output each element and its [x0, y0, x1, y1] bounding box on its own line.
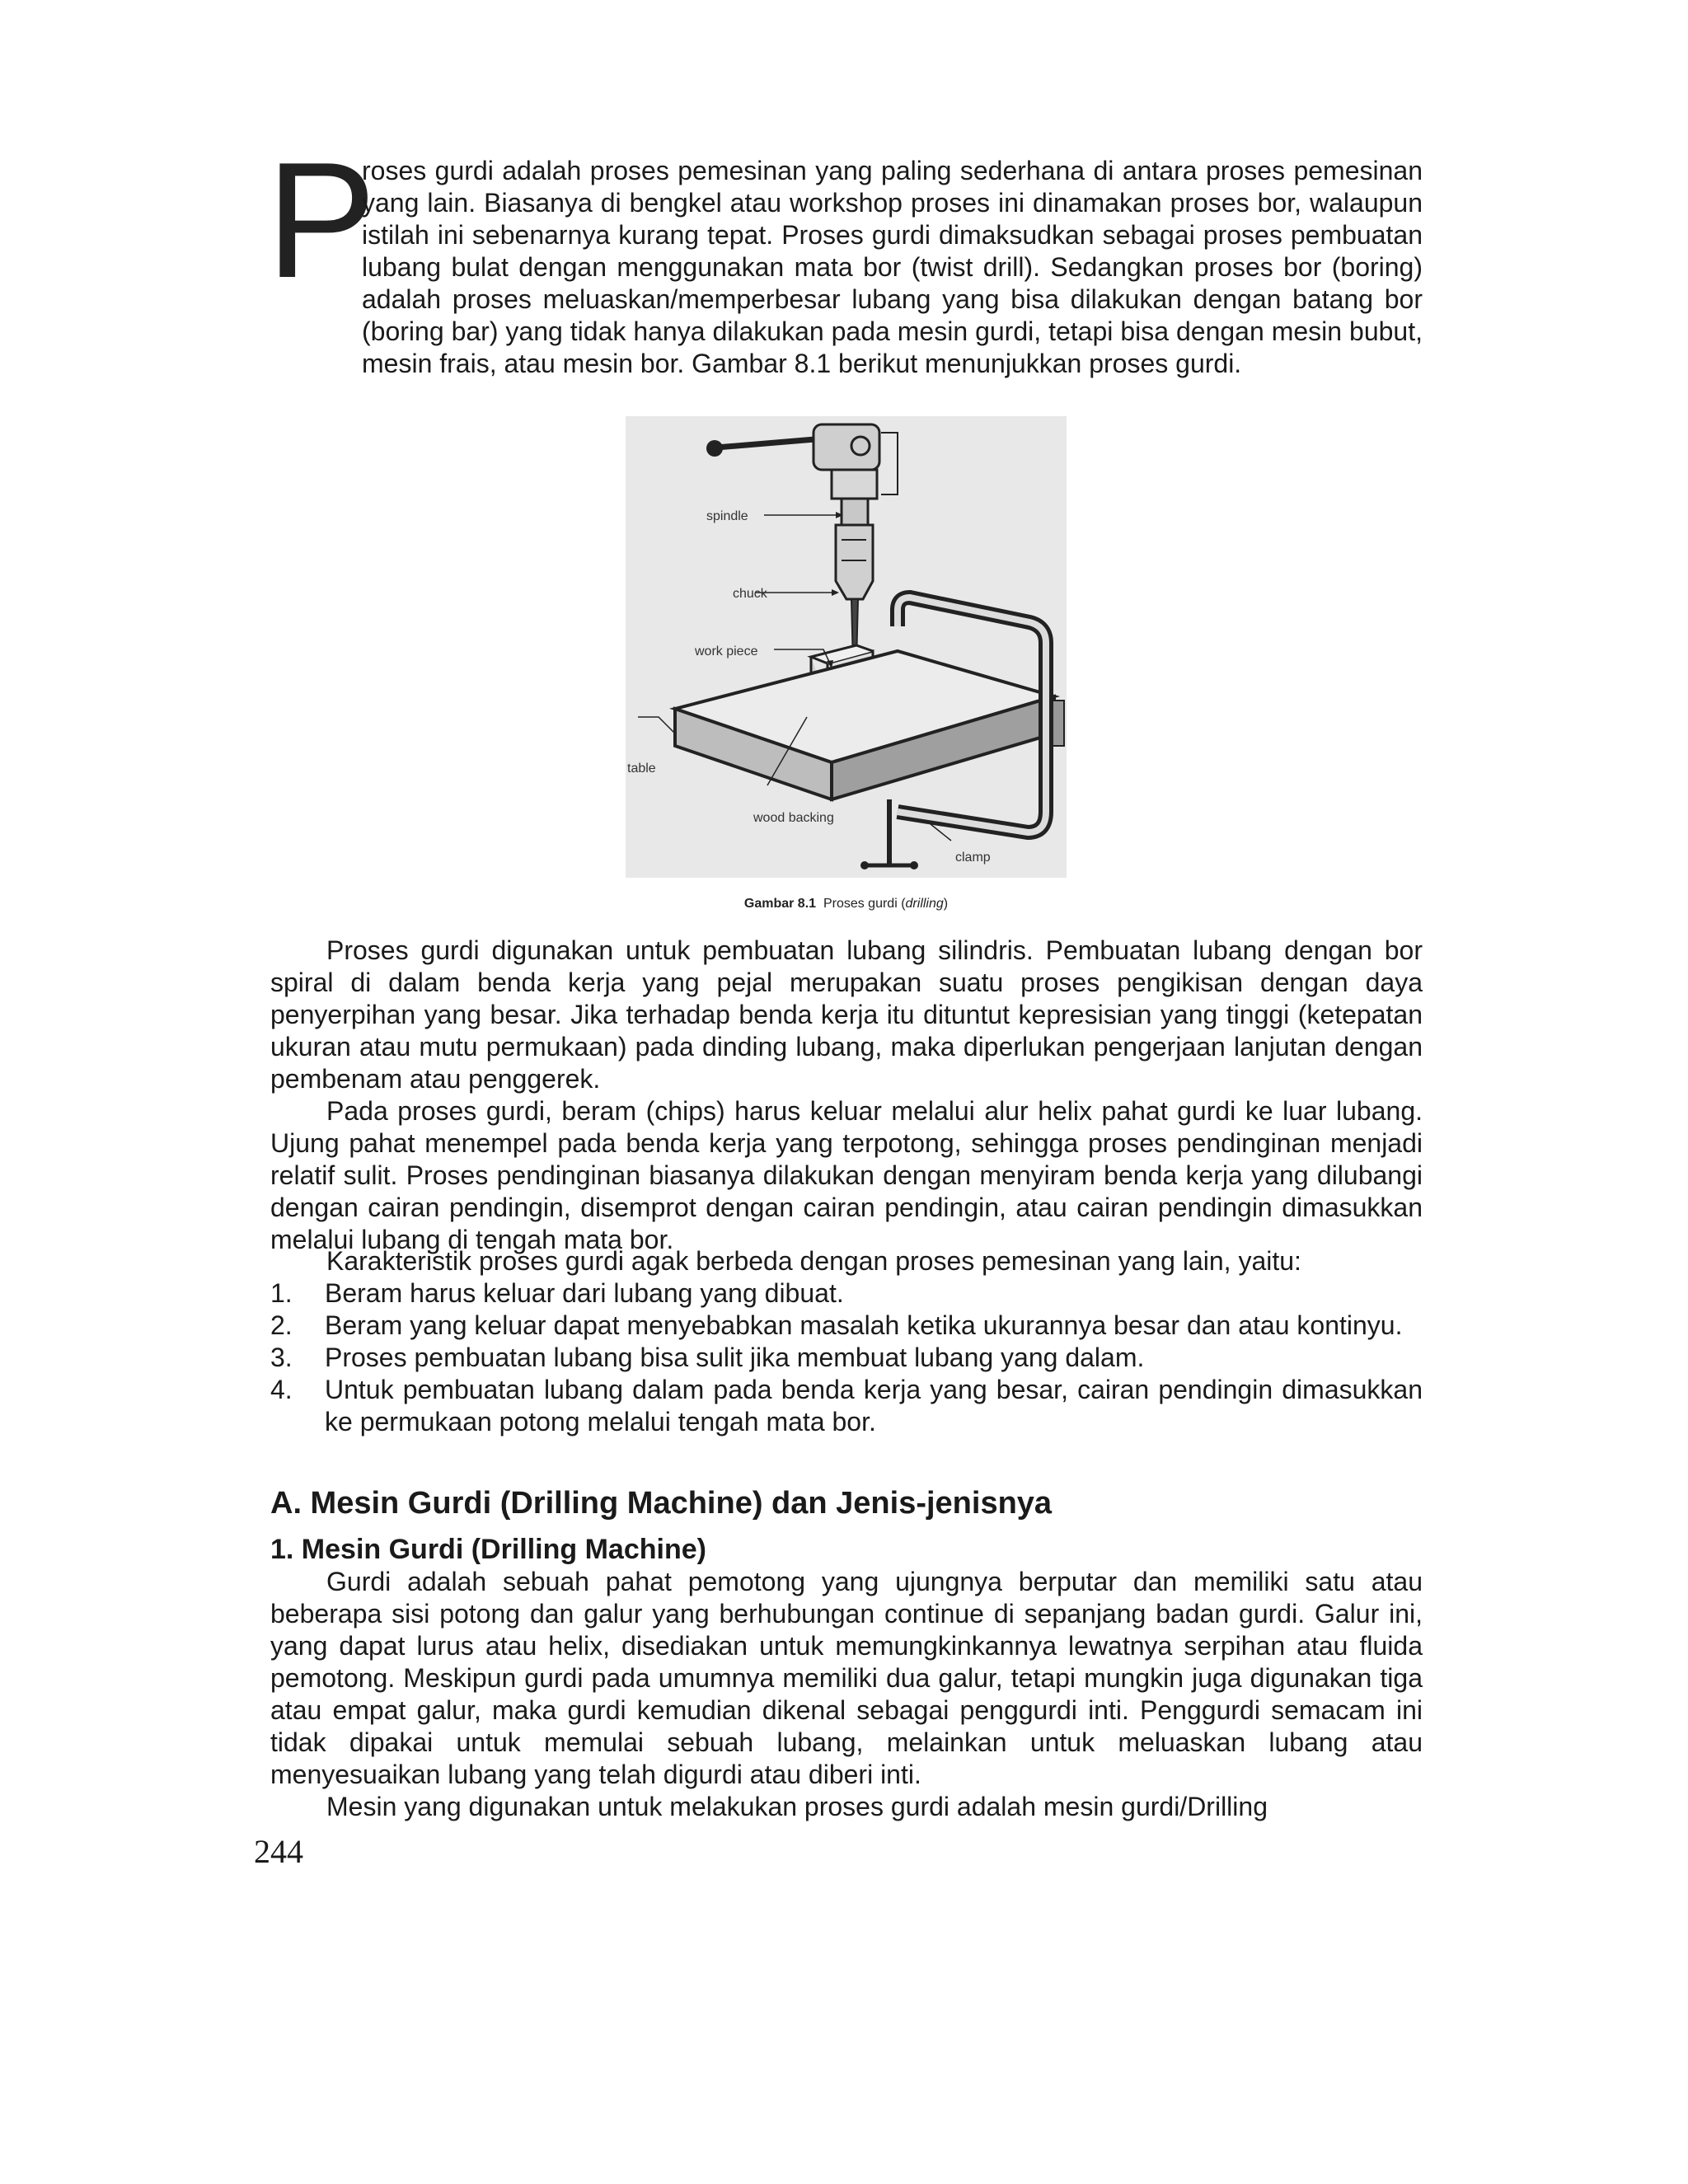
list-number: 3. [270, 1343, 293, 1372]
chuck [836, 525, 873, 599]
caption-end: ) [943, 897, 949, 911]
list-number: 1. [270, 1278, 293, 1308]
section-heading: A. Mesin Gurdi (Drilling Machine) dan Jenis-jenisnya [270, 1486, 1053, 1521]
list-item [270, 1277, 1423, 1310]
drilling-illustration [626, 416, 1067, 878]
paragraph: Proses gurdi digunakan untuk pembuatan lubang silindris. Pembuatan lubang dengan bor spiral di dalam benda kerja yang pejal merupakan suatu proses pengikisan dengan daya penyerpihan yang besar. Jika terhadap benda kerja itu dituntut kepresisian yang tinggi (ketepatan ukuran atau mutu permukaan) pada dinding lubang, maka diperlukan pengerjaan lanjutan dengan pembenam atau penggerek. [270, 935, 1423, 1094]
list-text: Beram harus keluar dari lubang yang dibuat. [325, 1278, 844, 1308]
drilling-figure [626, 416, 1067, 878]
spindle [842, 499, 868, 525]
label-clamp: clamp [955, 851, 991, 865]
list-lead: Karakteristik proses gurdi agak berbeda dengan proses pemesinan yang lain, yaitu: [326, 1246, 1301, 1276]
lever-knob [706, 440, 723, 457]
list-text: Proses pembuatan lubang bisa sulit jika membuat lubang yang dalam. [325, 1343, 1145, 1372]
list-text: Beram yang keluar dapat menyebabkan masalah ketika ukurannya besar dan atau kontinyu. [325, 1310, 1403, 1340]
caption-label: Gambar 8.1 [743, 897, 817, 911]
lever-handle [716, 439, 815, 448]
label-work-piece: work piece [695, 644, 758, 658]
label-wood-backing: wood backing [753, 811, 834, 825]
list-text: Untuk pembuatan lubang dalam pada benda kerja yang besar, cairan pendingin dimasukkan ke permukaan potong melalui tengah mata bor. [325, 1375, 1423, 1436]
list-number: 2. [270, 1310, 293, 1340]
paragraph: Gurdi adalah sebuah pahat pemotong yang ujungnya berputar dan memiliki satu atau beberapa sisi potong dan galur yang berhubungan continue di sepanjang badan gurdi. Galur ini, yang dapat lurus atau helix, disediakan untuk memungkinkannya lewatnya serpihan atau fluida pemotong. Meskipun gurdi pada umumnya memiliki dua galur, tetapi mungkin juga digunakan tiga atau empat galur, maka gurdi kemudian dikenal sebagai penggurdi inti. Penggurdi semacam ini tidak dipakai untuk memulai sebuah lubang, melainkan untuk meluaskan lubang atau menyesuaikan lubang yang telah digurdi atau diberi inti. [270, 1567, 1423, 1789]
label-spindle: spindle [706, 509, 748, 523]
page-number: 244 [254, 1833, 303, 1870]
label-table: table [627, 762, 656, 776]
paragraph: Pada proses gurdi, beram (chips) harus keluar melalui alur helix pahat gurdi ke luar lubang. Ujung pahat menempel pada benda kerja yang terpotong, sehingga proses pendinginan menjadi relatif sulit. Proses pendinginan biasanya dilakukan dengan menyiram benda kerja yang dilubangi dengan cairan pendingin, disemprot dengan cairan pendingin, atau cairan pendingin dimasukkan melalui lubang di tengah mata bor. [270, 1096, 1423, 1254]
paragraph: Mesin yang digunakan untuk melakukan proses gurdi adalah mesin gurdi/Drilling [326, 1792, 1268, 1821]
label-chuck: chuck [733, 587, 767, 601]
characteristics-list [270, 1277, 1423, 1438]
figure-caption [626, 897, 1067, 912]
list-item [270, 1310, 1423, 1342]
list-number: 4. [270, 1375, 293, 1404]
drop-cap: P [266, 129, 377, 312]
intro-paragraph: roses gurdi adalah proses pemesinan yang paling sederhana di antara proses pemesinan yang lain. Biasanya di bengkel atau workshop proses ini dinamakan proses bor, walaupun istilah ini sebenarnya kurang tepat. Proses gurdi dimaksudkan sebagai proses pembuatan lubang bulat dengan menggunakan mata bor (twist drill). Sedangkan proses bor (boring) adalah proses meluaskan/memperbesar lubang yang bisa dilakukan dengan batang bor (boring bar) yang tidak hanya dilakukan pada mesin gurdi, tetapi bisa dengan mesin bubut, mesin frais, atau mesin bor. Gambar 8.1 berikut menunjukkan proses gurdi. [362, 156, 1423, 378]
subsection-heading: 1. Mesin Gurdi (Drilling Machine) [270, 1534, 706, 1565]
caption-text: Proses gurdi ( [823, 897, 906, 911]
caption-italic: drilling [905, 897, 944, 911]
list-item [270, 1374, 1423, 1438]
list-item [270, 1342, 1423, 1374]
